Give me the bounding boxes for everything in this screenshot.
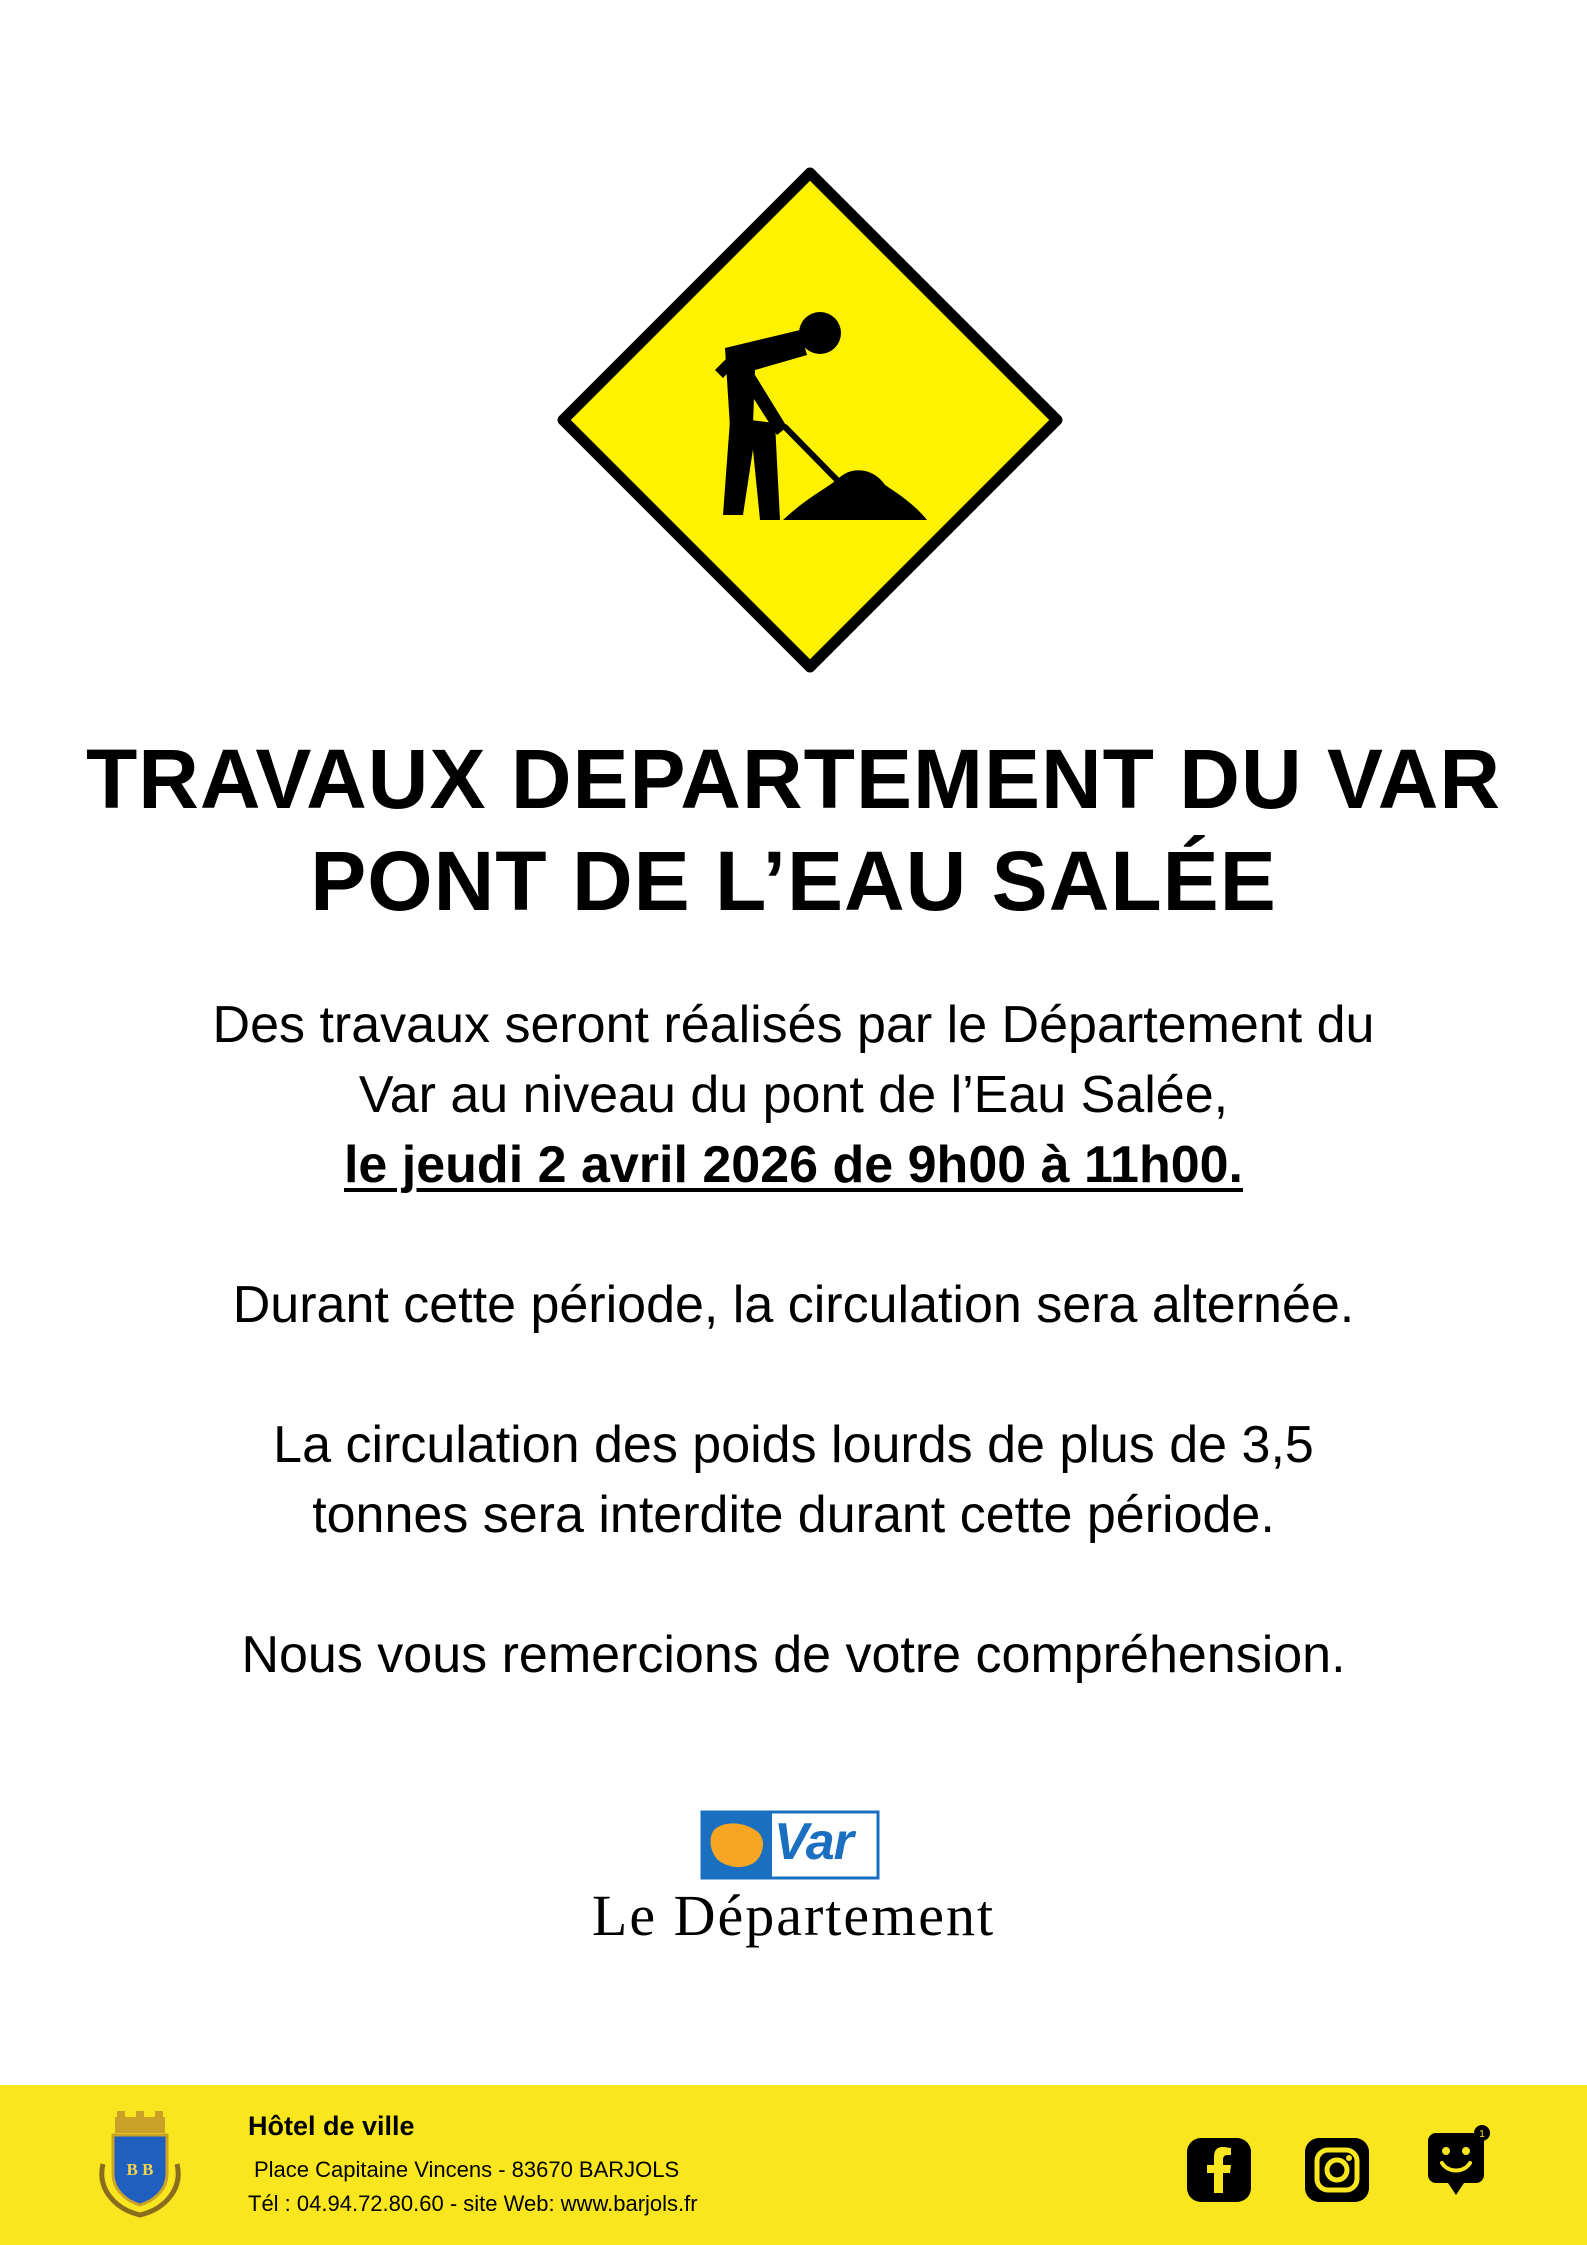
- crest-text: B B: [126, 2160, 154, 2179]
- notice-body: [0, 990, 1587, 1690]
- road-works-sign-svg: [555, 165, 1065, 675]
- citizen-app-icon[interactable]: [1422, 2123, 1492, 2203]
- title-line-1: TRAVAUX DEPARTEMENT DU VAR: [85, 732, 1502, 826]
- paragraph-3-line-1: La circulation des poids lourds de plus de 3,5: [273, 1416, 1314, 1474]
- footer-title: Hôtel de ville: [248, 2111, 415, 2141]
- barjols-crest-icon: [95, 2109, 185, 2219]
- svg-text:1: 1: [1479, 2129, 1485, 2140]
- paragraph-1-line-2: Var au niveau du pont de l’Eau Salée,: [358, 1066, 1229, 1124]
- facebook-icon[interactable]: [1184, 2135, 1254, 2205]
- paragraph-2: Durant cette période, la circulation sera alternée.: [232, 1276, 1355, 1334]
- work-date: le jeudi 2 avril 2026 de 9h00 à 11h00.: [343, 1136, 1243, 1194]
- footer-address: Place Capitaine Vincens - 83670 BARJOLS: [254, 2157, 680, 2182]
- title-line-2: PONT DE L’EAU SALÉE: [310, 834, 1277, 928]
- footer: [0, 2085, 1587, 2245]
- paragraph-4: Nous vous remercions de votre compréhension.: [241, 1626, 1346, 1684]
- var-logo: [700, 1810, 880, 1880]
- instagram-icon[interactable]: [1302, 2135, 1372, 2205]
- footer-contact: Tél : 04.94.72.80.60 - site Web: www.barjols.fr: [248, 2191, 698, 2216]
- paragraph-3-line-2: tonnes sera interdite durant cette période.: [312, 1486, 1275, 1544]
- page-title: [0, 728, 1587, 932]
- paragraph-1-line-1: Des travaux seront réalisés par le Département du: [212, 996, 1375, 1054]
- department-name: Le Département: [591, 1883, 996, 1948]
- var-logo-text: Var: [774, 1813, 853, 1871]
- road-works-sign-icon: [555, 165, 1065, 675]
